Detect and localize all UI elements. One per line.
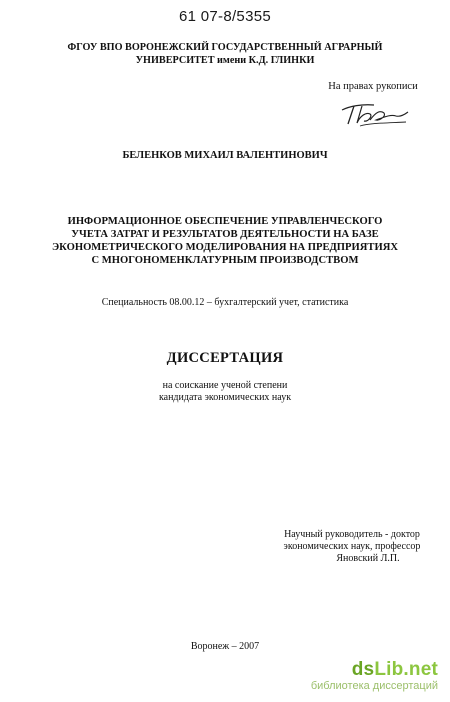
watermark-logo-prefix: ds [351,659,375,680]
archive-stamp-number: 61 07-8/5355 [178,8,271,25]
thesis-title-line-4: С МНОГОНОМЕНКЛАТУРНЫМ ПРОИЗВОДСТВОМ [91,255,359,266]
thesis-title-line-2: УЧЕТА ЗАТРАТ И РЕЗУЛЬТАТОВ ДЕЯТЕЛЬНОСТИ НА БАЗЕ [71,229,379,240]
city-year: Воронеж – 2007 [190,641,260,652]
watermark-logo [311,659,438,681]
degree-line-2: кандидата экономических наук [158,392,292,403]
degree-line-1: на соискание ученой степени [162,380,288,391]
thesis-title-line-1: ИНФОРМАЦИОННОЕ ОБЕСПЕЧЕНИЕ УПРАВЛЕНЧЕСКОГО [67,216,383,227]
watermark [311,659,438,692]
institution-line-1: ФГОУ ВПО ВОРОНЕЖСКИЙ ГОСУДАРСТВЕННЫЙ АГРАРНЫЙ [67,42,383,53]
institution-line-2: УНИВЕРСИТЕТ имени К.Д. ГЛИНКИ [135,55,315,66]
watermark-subtitle: библиотека диссертаций [310,680,438,692]
signature-icon [340,96,410,128]
supervisor-line-1: Научный руководитель - доктор [284,529,420,540]
watermark-logo-rest: Lib.net [374,659,438,680]
manuscript-rights-label: На правах рукописи [328,81,418,92]
document-type-heading: ДИССЕРТАЦИЯ [166,350,284,366]
supervisor-name: Яновский Л.П. [336,553,400,564]
supervisor-line-2: экономических наук, профессор [283,541,421,552]
specialty-line: Специальность 08.00.12 – бухгалтерский учет, статистика [101,297,349,308]
thesis-title-line-3: ЭКОНОМЕТРИЧЕСКОГО МОДЕЛИРОВАНИЯ НА ПРЕДПРИЯТИЯХ [51,242,399,253]
author-name: БЕЛЕНКОВ МИХАИЛ ВАЛЕНТИНОВИЧ [122,150,328,161]
